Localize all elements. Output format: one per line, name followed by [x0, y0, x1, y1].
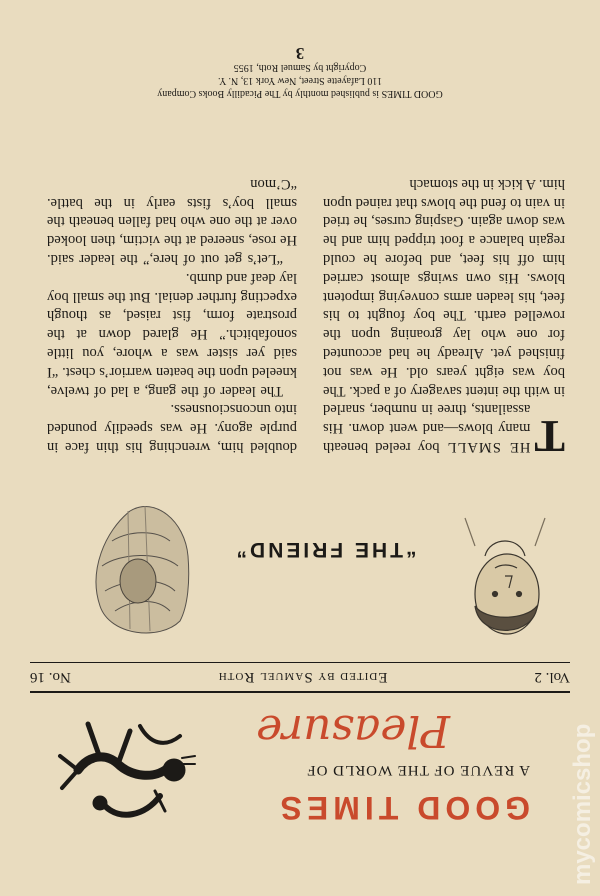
issue-line	[30, 666, 570, 688]
paragraph-2: doubled him, wrenching his thin face in purple agony. He was speedily pounded into unconsciousness.	[47, 401, 297, 455]
story-title: “THE FRIEND”	[233, 538, 417, 561]
story-column-left	[323, 174, 565, 462]
paragraph-3: The leader of the gang, a lad of twelve, kneeled upon the beaten warrior’s chest. “I said yer sister was a whore, you little sonofabitch.” He glared down at the prostrate form, fist raised, as though expecting further denial. But the small boy lay deaf and dumb.	[47, 269, 297, 399]
story-column-right	[47, 174, 297, 456]
watermark-text: mycomicshop	[569, 723, 596, 885]
imprint	[30, 61, 570, 100]
top-rule	[30, 691, 570, 693]
drop-cap: T	[534, 411, 565, 462]
page-number: 3	[295, 44, 305, 63]
dancing-figures-icon	[50, 706, 200, 836]
boy-head-illustration	[455, 516, 565, 656]
imprint-line-2: 110 Lafayette Street, New York 13, N. Y.	[217, 75, 383, 86]
volume-label: Vol. 2	[534, 669, 570, 686]
imprint-line-1: GOOD TIMES is published monthly by The Picadilly Books Company	[157, 88, 443, 99]
bottom-rule	[30, 662, 570, 663]
paragraph-4: “Let’s get out of here,” the leader said. He rose, sneered at the victim, then looked over at the one who had fallen beneath the small boy’s fists early in the battle. “C’mon	[47, 175, 297, 268]
masthead-title: GOOD TIMES	[275, 790, 530, 826]
editor-label: Edited by Samuel Roth	[217, 669, 388, 686]
imprint-line-3: Copyright by Samuel Roth, 1955	[233, 62, 367, 73]
sketched-figure-illustration	[80, 491, 200, 651]
issue-number: No. 16	[30, 669, 71, 686]
paragraph-1	[323, 174, 565, 462]
masthead-subtitle: A REVUE OF THE WORLD OF	[306, 762, 530, 778]
lead-in: HE SMALL	[446, 439, 531, 455]
masthead-script-title: Pleasure	[256, 705, 450, 756]
paragraph-1-text: boy reeled beneath many blows—and went down. His assailants, three in number, snarled in with the intent savagery of a pack. The boy was eight years old. He was not finished yet. Already he had accounted for one who lay groaning upon the rowelled earth. The boy fought to his feet, his leaden arms conveying impotent blows. His own swings almost carried him off his feet, and before he could regain balance a foot tripped him and he was down again. Gasping curses, he tried in vain to fend the blows that rained upon him. A kick in the stomach	[323, 175, 565, 455]
